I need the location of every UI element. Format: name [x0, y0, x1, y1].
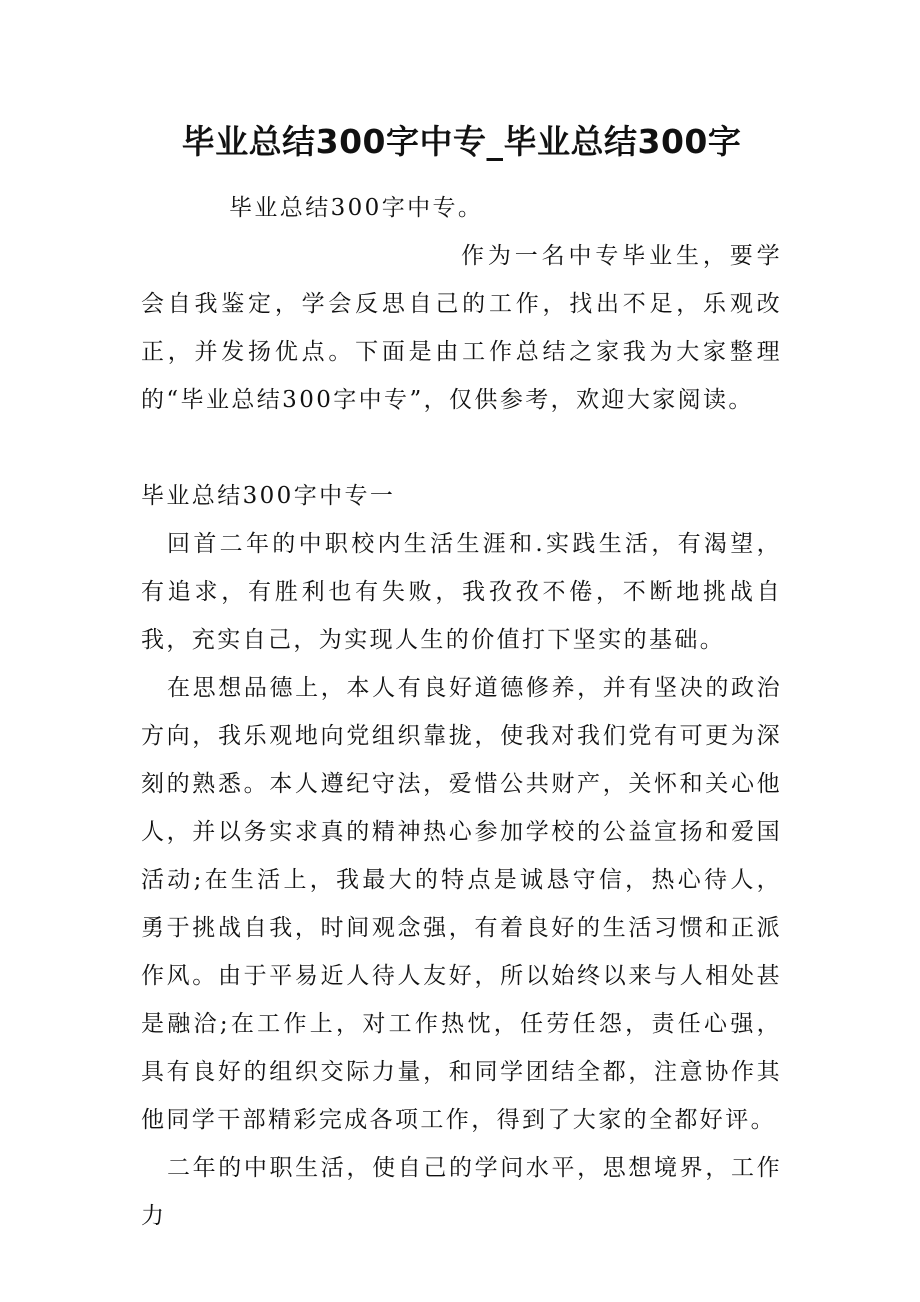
document-subtitle: 毕业总结300字中专。: [229, 195, 484, 221]
intro-paragraph: 作为一名中专毕业生，要学会自我鉴定，学会反思自己的工作，找出不足，乐观改正，并发扬优点。下面是由工作总结之家我为大家整理的“毕业总结300字中专”，仅供参考，欢迎大家阅读。: [141, 243, 782, 413]
body-paragraph-2: 在思想品德上，本人有良好道德修养，并有坚决的政治方向，我乐观地向党组织靠拢，使我对我们党有可更为深刻的熟悉。本人遵纪守法，爱惜公共财产，关怀和关心他人，并以务实求真的精神热心参加学校的公益宣扬和爱国活动;在生活上，我最大的特点是诚恳守信，热心待人，勇于挑战自我，时间观念强，有着良好的生活习惯和正派作风。由于平易近人待人友好，所以始终以来与人相处甚是融洽;在工作上，对工作热忱，任劳任怨，责任心强，具有良好的组织交际力量，和同学团结全都，注意协作其他同学干部精彩完成各项工作，得到了大家的全都好评。: [141, 675, 782, 1133]
document-title: 毕业总结300字中专_毕业总结300字: [181, 122, 742, 161]
section-heading: 毕业总结300字中专一: [141, 483, 396, 509]
body-paragraph-1: 回首二年的中职校内生活生涯和.实践生活，有渴望，有追求，有胜利也有失败，我孜孜不倦，不断地挑战自我，充实自己，为实现人生的价值打下坚实的基础。: [141, 531, 782, 653]
body-paragraph-3: 二年的中职生活，使自己的学问水平，思想境界，工作力: [141, 1155, 782, 1229]
